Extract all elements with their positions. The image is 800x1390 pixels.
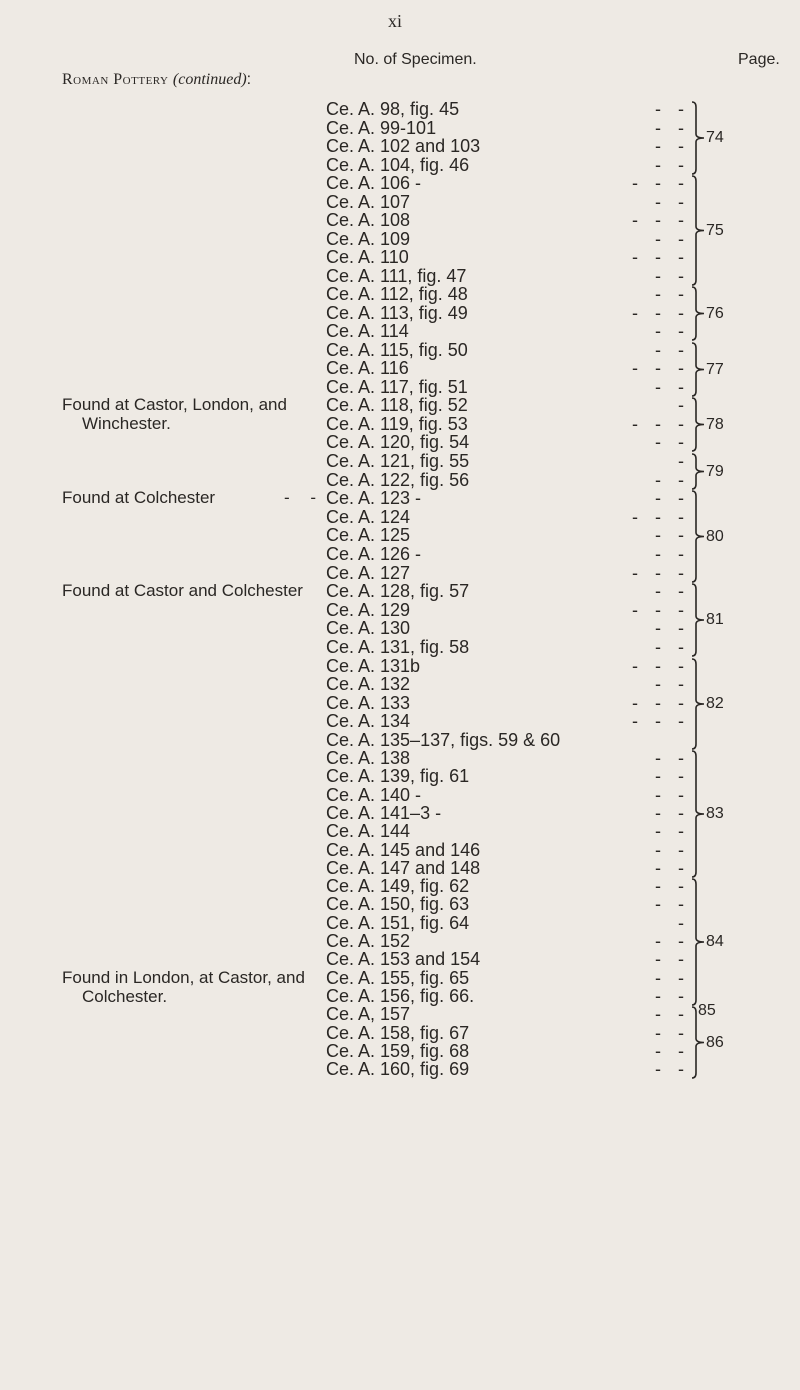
specimen-entry: Ce. A. 115, fig. 50 [326, 340, 468, 360]
leader-dashes: - - - [632, 711, 690, 731]
specimen-entry: Ce. A. 150, fig. 63 [326, 894, 470, 914]
leader-dashes: - - - [632, 173, 690, 193]
brace-mark [692, 584, 704, 656]
specimen-entry: Ce. A. 122, fig. 56 [326, 470, 470, 490]
location-note-line: Found at Colchester [62, 488, 216, 507]
specimen-entry: Ce. A. 111, fig. 47 [326, 266, 467, 286]
page-number: 80 [706, 527, 724, 545]
leader-dashes: - - [655, 581, 690, 601]
specimen-entry: Ce. A. 124 [326, 507, 411, 527]
page-number: 81 [706, 611, 724, 628]
specimen-entry: Ce. A. 152 [326, 931, 411, 951]
leader-dashes: - - [655, 618, 690, 638]
specimen-entry: Ce. A. 113, fig. 49 [326, 303, 468, 323]
specimen-entry: Ce. A. 160, fig. 69 [326, 1059, 470, 1079]
brace-mark [692, 1007, 704, 1078]
page-number: 83 [706, 805, 724, 822]
leader-dashes: - - [655, 1059, 690, 1079]
leader-dashes: - - [655, 525, 690, 545]
leader-dashes: - - [655, 766, 690, 786]
specimen-entry: Ce. A. 147 and 148 [326, 858, 481, 878]
leader-dashes: - - [655, 1041, 690, 1061]
brace-mark [692, 491, 704, 582]
brace-mark [692, 176, 704, 285]
leader-dashes: - - - [632, 656, 690, 676]
location-note-line: Winchester. [82, 414, 171, 433]
leader-dashes: - - [655, 674, 690, 694]
specimen-entry: Ce. A. 117, fig. 51 [326, 377, 468, 397]
leader-dashes: - [678, 913, 690, 933]
specimen-entry: Ce. A. 134 [326, 711, 411, 731]
page-number: 74 [706, 129, 724, 146]
specimen-entry: Ce. A. 127 [326, 563, 411, 583]
specimen-entry: Ce. A. 110 [326, 247, 409, 267]
leader-dashes: - - [655, 321, 690, 341]
page-number: 86 [706, 1033, 724, 1051]
location-note-line: Found at Castor, London, and [62, 395, 287, 414]
specimen-entry: Ce. A. 118, fig. 52 [326, 395, 468, 415]
leader-dashes: - - [655, 803, 690, 823]
brace-mark [692, 102, 704, 174]
specimen-entry: Ce. A. 119, fig. 53 [326, 414, 468, 434]
page-number: 76 [706, 304, 724, 322]
specimen-entry: Ce. A. 131, fig. 58 [326, 637, 470, 657]
leader-dashes: - - [655, 488, 690, 508]
specimen-entry: Ce. A. 131b [326, 656, 421, 676]
page-number: 75 [706, 221, 724, 239]
leader-dashes: - - [655, 377, 690, 397]
leader-dashes: - - - [632, 600, 690, 620]
column-header-page: Page. [738, 51, 780, 68]
leader-dashes: - - [655, 785, 690, 805]
leader-dashes: - - [655, 340, 690, 360]
specimen-entry: Ce. A. 126 - [326, 544, 422, 564]
leader-dashes: - - [655, 229, 690, 249]
leader-dashes: - - [655, 192, 690, 212]
leader-dashes: - - [655, 1023, 690, 1043]
leader-dashes: - - [655, 1004, 690, 1024]
brace-mark [692, 751, 704, 877]
specimen-entry: Ce. A. 120, fig. 54 [326, 432, 470, 452]
leader-dashes: - - [655, 968, 690, 988]
leader-dashes: - - [655, 544, 690, 564]
brace-mark [692, 287, 704, 340]
brace-mark [692, 398, 704, 451]
specimen-entry: Ce. A. 129 [326, 600, 411, 620]
location-leader-dashes: - - [284, 488, 325, 507]
leader-dashes: - - [655, 118, 690, 138]
page-number: 79 [706, 462, 724, 480]
leader-dashes: - - [655, 155, 690, 175]
section-colon: : [246, 71, 252, 88]
specimen-entry: Ce. A. 130 [326, 618, 411, 638]
specimen-entry: Ce. A. 144 [326, 821, 411, 841]
location-note-line: Colchester. [82, 987, 168, 1006]
specimen-entry: Ce. A. 106 - [326, 173, 422, 193]
leader-dashes: - - [655, 986, 690, 1006]
leader-dashes: - - [655, 432, 690, 452]
specimen-entry: Ce. A. 123 - [326, 488, 422, 508]
leader-dashes: - [678, 395, 690, 415]
section-title: Roman Pottery [62, 71, 169, 88]
leader-dashes: - - - [632, 507, 690, 527]
leader-dashes: - - [655, 284, 690, 304]
leader-dashes: - - [655, 748, 690, 768]
section-note: (continued) [172, 71, 247, 88]
specimen-entry: Ce. A. 159, fig. 68 [326, 1041, 470, 1061]
leader-dashes: - - [655, 266, 690, 286]
specimen-entry: Ce. A. 114 [326, 321, 409, 341]
leader-dashes: - - - [632, 563, 690, 583]
specimen-entry: Ce. A. 139, fig. 61 [326, 766, 470, 786]
leader-dashes: - - [655, 858, 690, 878]
specimen-entry: Ce. A. 104, fig. 46 [326, 155, 470, 175]
brace-mark [692, 879, 704, 1005]
leader-dashes: - - - [632, 414, 690, 434]
specimen-entry: Ce. A. 98, fig. 45 [326, 99, 460, 119]
specimen-entry: Ce. A. 141–3 - [326, 803, 442, 823]
specimen-entry: Ce. A, 157 [326, 1004, 411, 1024]
leader-dashes: - - [655, 99, 690, 119]
specimen-entry: Ce. A. 151, fig. 64 [326, 913, 470, 933]
brace-mark [692, 343, 704, 396]
location-note-line: Found in London, at Castor, and [62, 968, 305, 987]
specimen-entry: Ce. A. 132 [326, 674, 411, 694]
folio-number: xi [388, 11, 403, 31]
leader-dashes: - - - [632, 358, 690, 378]
specimen-entry: Ce. A. 109 [326, 229, 411, 249]
specimen-entry: Ce. A. 138 [326, 748, 411, 768]
leader-dashes: - - - [632, 210, 690, 230]
leader-dashes: - [678, 451, 690, 471]
leader-dashes: - - - [632, 303, 690, 323]
specimen-entry: Ce. A. 145 and 146 [326, 840, 481, 860]
leader-dashes: - - - [632, 693, 690, 713]
specimen-entry: Ce. A. 116 [326, 358, 409, 378]
specimen-entry: Ce. A. 121, fig. 55 [326, 451, 470, 471]
specimen-entry: Ce. A. 128, fig. 57 [326, 581, 470, 601]
specimen-entry: Ce. A. 125 [326, 525, 411, 545]
specimen-entry: Ce. A. 112, fig. 48 [326, 284, 468, 304]
leader-dashes: - - [655, 931, 690, 951]
leader-dashes: - - [655, 876, 690, 896]
specimen-entry: Ce. A. 102 and 103 [326, 136, 481, 156]
specimen-entry: Ce. A. 108 [326, 210, 411, 230]
page-number: 78 [706, 415, 724, 433]
leader-dashes: - - [655, 894, 690, 914]
specimen-entry: Ce. A. 99-101 [326, 118, 437, 138]
specimen-entry: Ce. A. 153 and 154 [326, 949, 481, 969]
brace-mark [692, 659, 704, 749]
specimen-entry: Ce. A. 158, fig. 67 [326, 1023, 470, 1043]
page-number: 84 [706, 933, 724, 950]
leader-dashes: - - [655, 136, 690, 156]
specimen-entry: Ce. A. 140 - [326, 785, 422, 805]
leader-dashes: - - [655, 470, 690, 490]
leader-dashes: - - [655, 821, 690, 841]
specimen-entry: Ce. A. 133 [326, 693, 411, 713]
specimen-entry: Ce. A. 156, fig. 66. [326, 986, 475, 1006]
leader-dashes: - - - [632, 247, 690, 267]
page-number: 85 [698, 1002, 716, 1019]
page-number: 82 [706, 695, 724, 712]
leader-dashes: - - [655, 637, 690, 657]
specimen-entry: Ce. A. 107 [326, 192, 411, 212]
leader-dashes: - - [655, 949, 690, 969]
specimen-entry: Ce. A. 135–137, figs. 59 & 60 [326, 730, 561, 750]
column-header-specimen: No. of Specimen. [354, 51, 477, 68]
page-number: 77 [706, 360, 724, 378]
leader-dashes: - - [655, 840, 690, 860]
brace-mark [692, 454, 704, 489]
specimen-entry: Ce. A. 149, fig. 62 [326, 876, 470, 896]
location-note-line: Found at Castor and Colchester [62, 581, 303, 600]
specimen-entry: Ce. A. 155, fig. 65 [326, 968, 470, 988]
